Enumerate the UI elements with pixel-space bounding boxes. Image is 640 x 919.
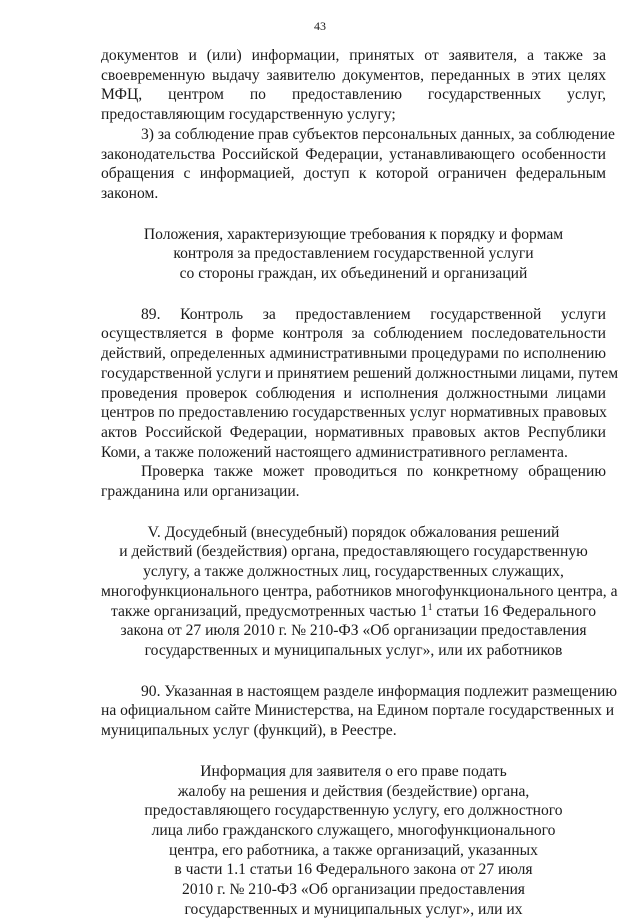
text-line: муниципальных услуг (функций), в Реестре. <box>101 722 397 740</box>
text-line: 90. Указанная в настоящем разделе информация подлежит размещению <box>141 682 618 700</box>
text-line: своевременную выдачу заявителю документов, переданных в этих целях <box>101 66 606 84</box>
paragraph-check <box>101 462 606 501</box>
heading-line: и действий (бездействия) органа, предоставляющего государственную <box>119 543 588 561</box>
heading-text: статьи 16 Федерального <box>432 602 596 620</box>
text-line: на официальном сайте Министерства, на Едином портале государственных и <box>101 702 615 720</box>
heading-line: многофункционального центра, работников многофункционального центра, а <box>101 582 618 600</box>
heading-line: жалобу на решения и действия (бездействие) органа, <box>177 782 530 800</box>
paragraph-89 <box>101 305 619 463</box>
text-line: актов Российской Федерации, нормативных правовых актов Республики <box>101 423 606 441</box>
heading-line: V. Досудебный (внесудебный) порядок обжалования решений <box>147 523 560 541</box>
page-number: 43 <box>314 19 326 33</box>
text-line: законом. <box>101 184 159 202</box>
document-body <box>101 46 619 919</box>
text-line: Коми, а также положений настоящего административного регламента. <box>101 443 568 461</box>
heading-line <box>101 602 606 622</box>
heading-line: Положения, характеризующие требования к порядку и формам <box>143 225 564 243</box>
text-line: проведения проверок соблюдения и исполнения должностными лицами <box>101 384 606 402</box>
heading-line: государственных и муниципальных услуг», или их <box>184 900 523 918</box>
heading-line: государственных и муниципальных услуг», или их работников <box>144 641 563 659</box>
section-heading-control <box>101 225 606 284</box>
text-line: Проверка также может проводиться по конкретному обращению <box>141 463 606 481</box>
text-line: МФЦ, центром по предоставлению государственных услуг, <box>101 86 606 104</box>
paragraph-item-3 <box>101 125 615 204</box>
text-line: центров по предоставлению государственных услуг нормативных правовых <box>101 404 607 422</box>
heading-line: контроля за предоставлением государственной услуги <box>173 245 534 263</box>
text-line: действий, определенных административными процедурами по исполнению <box>101 345 606 363</box>
heading-line: лица либо гражданского служащего, многофункционального <box>151 821 556 839</box>
text-line: 3) за соблюдение прав субъектов персональных данных, за соблюдение <box>141 125 615 143</box>
text-line: законодательства Российской Федерации, устанавливающего особенности <box>101 145 606 163</box>
heading-line: услугу, а также должностных лиц, государственных служащих, <box>143 563 564 581</box>
text-line: гражданина или организации. <box>101 483 300 501</box>
heading-line: предоставляющего государственную услугу, его должностного <box>144 802 563 820</box>
text-line: обращения с информацией, доступ к которой ограничен федеральным <box>101 165 606 183</box>
text-line: предоставляющим государственную услугу; <box>101 106 396 124</box>
section-heading-appeal <box>101 523 618 661</box>
paragraph-continuation <box>101 46 606 125</box>
heading-line: центра, его работника, а также организаций, указанных <box>169 841 538 859</box>
heading-line: со стороны граждан, их объединений и организаций <box>179 265 528 283</box>
section-heading-info <box>101 762 606 919</box>
heading-line: в части 1.1 статьи 16 Федерального закона от 27 июля <box>174 861 533 879</box>
heading-line: Информация для заявителя о его праве подать <box>200 762 507 780</box>
text-line: документов и (или) информации, принятых от заявителя, а также за <box>101 47 606 64</box>
text-line: государственной услуги и принятием решений должностными лицами, путем <box>101 364 619 382</box>
heading-text: также организаций, предусмотренных частью 1 <box>110 602 428 620</box>
text-line: осуществляется в форме контроля за соблюдением последовательности <box>101 325 606 343</box>
heading-line: 2010 г. № 210-ФЗ «Об организации предоставления <box>182 881 525 899</box>
paragraph-90 <box>101 682 618 741</box>
superscript: 1 <box>427 601 433 612</box>
heading-line: закона от 27 июля 2010 г. № 210-ФЗ «Об организации предоставления <box>120 622 587 640</box>
text-line: 89. Контроль за предоставлением государственной услуги <box>141 305 606 323</box>
